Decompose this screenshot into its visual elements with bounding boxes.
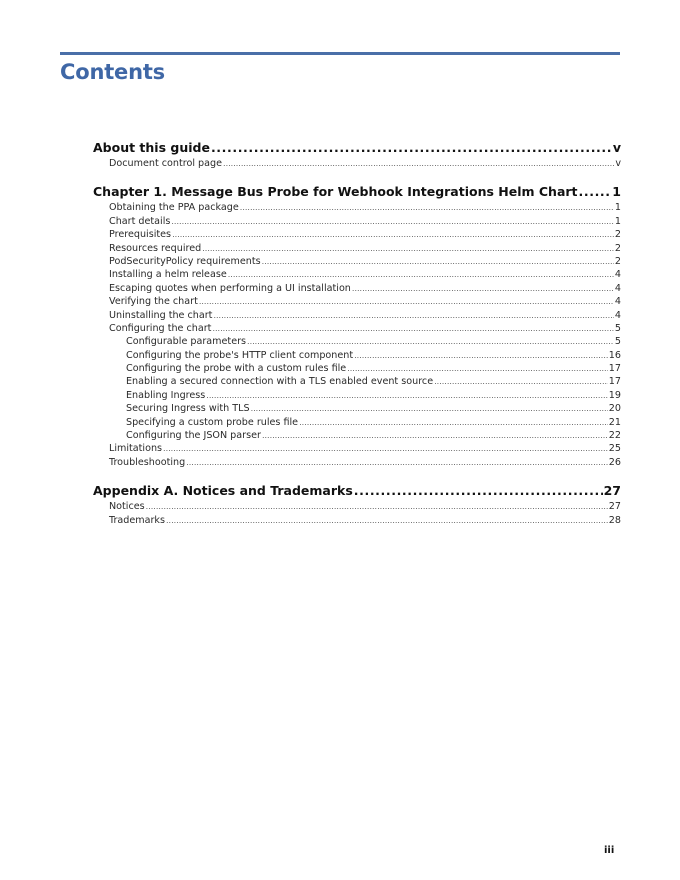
toc-entry-about-this-guide[interactable] — [93, 138, 621, 157]
toc-entry-page: 5 — [614, 322, 621, 334]
toc-entry-specifying-custom-rules[interactable] — [93, 416, 621, 429]
toc-entry-title: Uninstalling the chart — [109, 309, 213, 321]
page-title: Contents — [60, 60, 165, 84]
toc-entry-installing-helm-release[interactable] — [93, 268, 621, 281]
toc-entry-page: v — [612, 140, 621, 155]
toc-entry-title: Specifying a custom probe rules file — [126, 416, 299, 428]
toc-entry-page: 5 — [614, 336, 621, 348]
toc-entry-title: Configurable parameters — [126, 336, 247, 348]
toc-entry-title: Configuring the chart — [109, 322, 212, 334]
dot-leader — [172, 228, 614, 241]
toc-section-chapter-1 — [93, 182, 621, 469]
toc-entry-appendix-a[interactable] — [93, 481, 621, 500]
dot-leader — [166, 514, 608, 527]
dot-leader — [211, 138, 612, 157]
toc-entry-page: v — [615, 158, 621, 169]
toc-section-about — [93, 138, 621, 170]
toc-entry-page: 19 — [608, 389, 621, 401]
toc-entry-title: Resources required — [109, 242, 202, 254]
toc-entry-uninstalling-chart[interactable] — [93, 309, 621, 322]
dot-leader — [240, 201, 614, 214]
toc-entry-title: Securing Ingress with TLS — [126, 403, 250, 415]
toc-entry-page: 22 — [608, 430, 621, 442]
toc-entry-page: 27 — [608, 501, 621, 513]
toc-entry-title: Document control page — [109, 158, 223, 169]
toc-entry-page: 20 — [608, 403, 621, 415]
toc-entry-title: Trademarks — [109, 514, 165, 526]
dot-leader — [163, 442, 608, 455]
table-of-contents — [93, 138, 621, 539]
toc-entry-troubleshooting[interactable] — [93, 456, 621, 469]
toc-entry-prerequisites[interactable] — [93, 228, 621, 241]
toc-entry-page: 4 — [614, 309, 621, 321]
toc-entry-page: 2 — [614, 242, 621, 254]
toc-entry-title: Appendix A. Notices and Trademarks — [93, 483, 353, 499]
toc-entry-page: 2 — [614, 229, 621, 241]
toc-entry-title: Prerequisites — [109, 229, 172, 241]
toc-entry-securing-ingress-tls[interactable] — [93, 402, 621, 415]
toc-section-appendix-a — [93, 481, 621, 527]
toc-entry-title: Configuring the probe's HTTP client component — [126, 349, 354, 361]
toc-entry-page: 1 — [612, 184, 621, 200]
toc-entry-page: 1 — [614, 202, 621, 214]
toc-entry-title: PodSecurityPolicy requirements — [109, 255, 261, 267]
toc-entry-escaping-quotes[interactable] — [93, 282, 621, 295]
toc-entry-title: Enabling Ingress — [126, 389, 206, 401]
toc-entry-configurable-parameters[interactable] — [93, 335, 621, 348]
toc-entry-title: Installing a helm release — [109, 269, 227, 281]
toc-entry-page: 26 — [608, 456, 621, 468]
toc-entry-page: 4 — [614, 296, 621, 308]
toc-entry-obtaining-ppa-package[interactable] — [93, 201, 621, 214]
toc-entry-configuring-chart[interactable] — [93, 322, 621, 335]
dot-leader — [213, 309, 613, 322]
dot-leader — [299, 416, 608, 429]
toc-entry-notices[interactable] — [93, 500, 621, 513]
toc-entry-verifying-chart[interactable] — [93, 295, 621, 308]
toc-entry-page: 17 — [608, 363, 621, 375]
dot-leader — [352, 282, 614, 295]
toc-entry-title: Obtaining the PPA package — [109, 202, 239, 214]
toc-entry-json-parser[interactable] — [93, 429, 621, 442]
toc-entry-enabling-ingress[interactable] — [93, 389, 621, 402]
toc-entry-podsecuritypolicy[interactable] — [93, 255, 621, 268]
toc-entry-secured-connection-tls[interactable] — [93, 375, 621, 388]
toc-entry-title: Enabling a secured connection with a TLS enabled event source — [126, 376, 434, 388]
toc-entry-page: 1 — [614, 215, 621, 227]
toc-entry-page: 4 — [614, 282, 621, 294]
top-rule — [60, 52, 620, 55]
dot-leader — [186, 456, 608, 469]
dot-leader — [199, 295, 614, 308]
toc-entry-title: About this guide — [93, 140, 210, 155]
toc-entry-title: Limitations — [109, 443, 163, 455]
dot-leader — [434, 375, 608, 388]
toc-entry-page: 27 — [603, 483, 621, 499]
dot-leader — [579, 182, 612, 201]
dot-leader — [202, 242, 614, 255]
toc-entry-chart-details[interactable] — [93, 215, 621, 228]
toc-entry-limitations[interactable] — [93, 442, 621, 455]
toc-entry-title: Configuring the probe with a custom rules file — [126, 363, 347, 375]
toc-entry-page: 28 — [608, 514, 621, 526]
toc-entry-custom-rules-file[interactable] — [93, 362, 621, 375]
toc-entry-title: Configuring the JSON parser — [126, 430, 261, 442]
dot-leader — [223, 157, 614, 170]
toc-entry-trademarks[interactable] — [93, 514, 621, 527]
dot-leader — [212, 322, 613, 335]
toc-entry-page: 16 — [608, 349, 621, 361]
dot-leader — [354, 481, 603, 500]
toc-entry-title: Troubleshooting — [109, 456, 186, 468]
toc-entry-page: 25 — [608, 443, 621, 455]
toc-entry-title: Notices — [109, 501, 145, 513]
dot-leader — [247, 335, 614, 348]
dot-leader — [354, 349, 608, 362]
page-number: iii — [604, 845, 615, 856]
dot-leader — [228, 268, 614, 281]
toc-entry-resources-required[interactable] — [93, 242, 621, 255]
dot-leader — [206, 389, 607, 402]
dot-leader — [347, 362, 608, 375]
toc-entry-page: 2 — [614, 255, 621, 267]
toc-entry-page: 4 — [614, 269, 621, 281]
dot-leader — [171, 215, 614, 228]
toc-entry-document-control-page[interactable] — [93, 157, 621, 170]
toc-entry-title: Escaping quotes when performing a UI installation — [109, 282, 351, 294]
dot-leader — [251, 402, 608, 415]
dot-leader — [262, 429, 608, 442]
toc-entry-title: Chart details — [109, 215, 171, 227]
toc-entry-page: 17 — [608, 376, 621, 388]
toc-entry-page: 21 — [608, 416, 621, 428]
toc-entry-http-client-component[interactable] — [93, 349, 621, 362]
dot-leader — [262, 255, 614, 268]
toc-entry-chapter-1[interactable] — [93, 182, 621, 201]
toc-entry-title: Chapter 1. Message Bus Probe for Webhook Integrations Helm Chart — [93, 184, 578, 200]
toc-entry-title: Verifying the chart — [109, 296, 198, 308]
dot-leader — [146, 500, 608, 513]
